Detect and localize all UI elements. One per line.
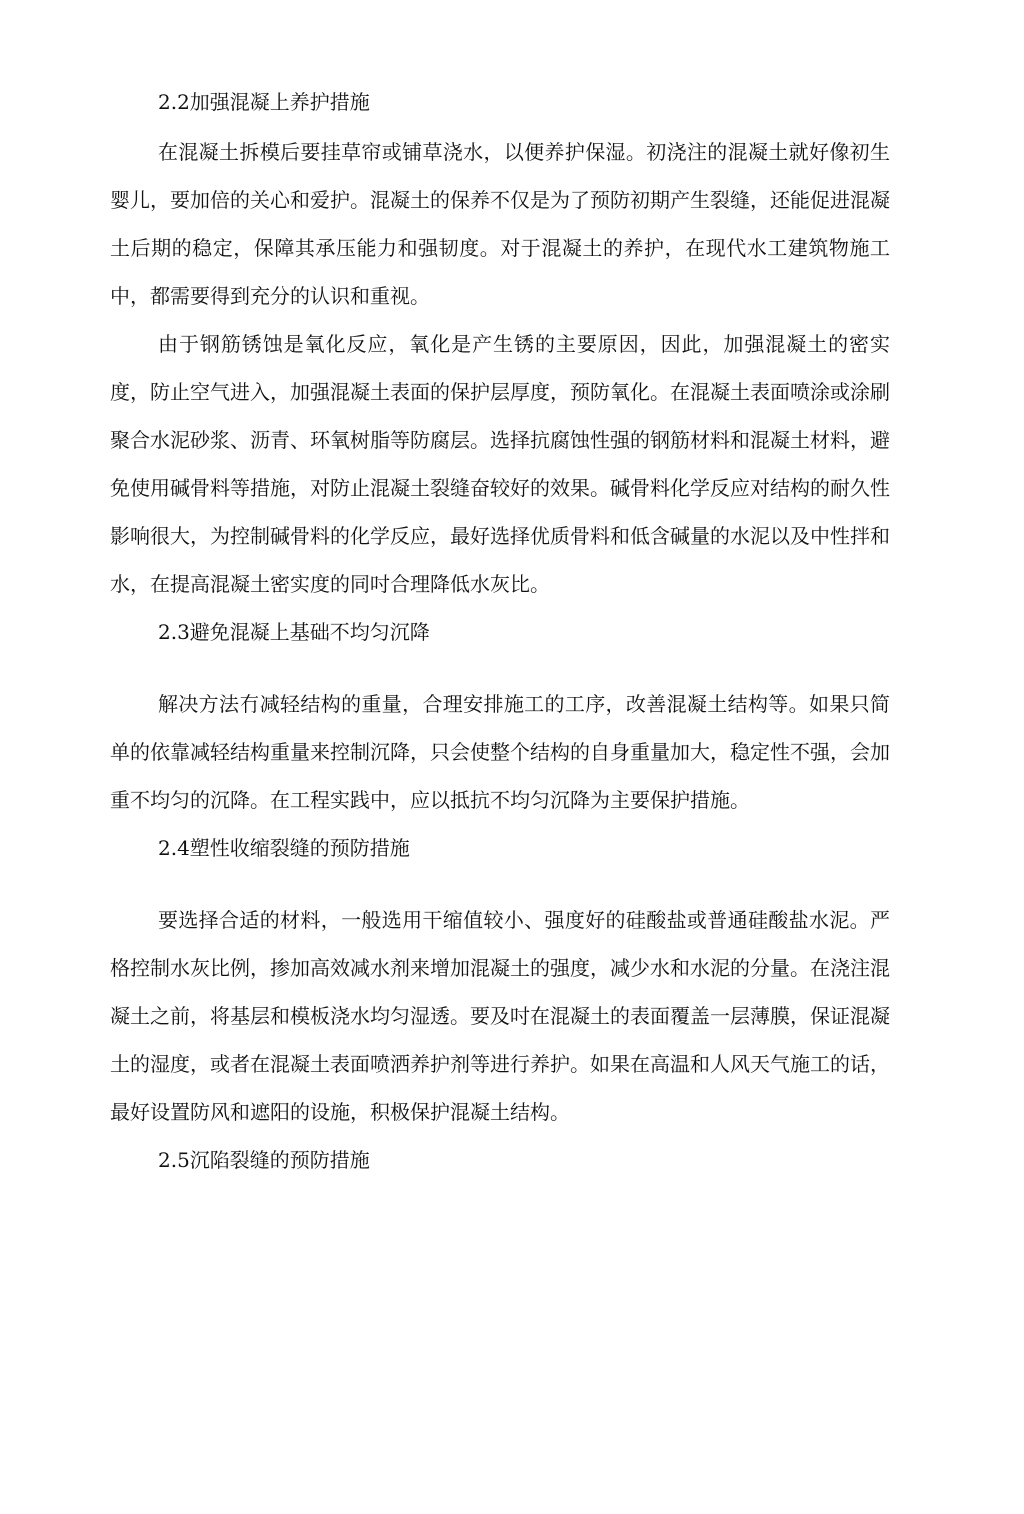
paragraph-settlement: 解决方法冇减轻结构的重量，合理安排施工的工序，改善混凝土结构等。如果只简单的依靠减轻结构重量来控制沉降，只会使整个结构的自身重量加大，稳定性不强，会加重不均匀的沉降。在工程实践中，应以抵抗不均匀沉降为主要保护措施。: [110, 692, 890, 812]
section-heading-2-5: 2.5沉陷裂缝的预防措施: [158, 1148, 370, 1172]
document-page: [110, 78, 890, 1184]
paragraph-plastic-shrinkage: 要选择合适的材料，一般选用干缩值较小、强度好的硅酸盐或普通硅酸盐水泥。严格控制水灰比例，掺加高效减水剂来增加混凝土的强度，减少水和水泥的分量。在浇注混凝土之前，将基层和模板浇水均匀湿透。要及吋在混凝土的表面覆盖一层薄膜，保证混凝土的湿度，或者在混凝土表面喷洒养护剂等进行养护。如果在高温和人风天气施工的话，最好设置防风和遮阳的设施，积极保护混凝土结构。: [110, 908, 890, 1124]
paragraph-corrosion: 由于钢筋锈蚀是氧化反应，氧化是产生锈的主要原因，因此，加强混凝土的密实度，防止空气进入，加强混凝土表面的保护层厚度，预防氧化。在混凝土表面喷涂或涂刷聚合水泥砂浆、沥青、环氧树脂等防腐层。选择抗腐蚀性强的钢筋材料和混凝土材料，避免使用碱骨料等措施，对防止混凝土裂缝奋较好的效果。碱骨料化学反应对结构的耐久性影响很大，为控制碱骨料的化学反应，最好选择优质骨料和低含碱量的水泥以及中性拌和水，在提高混凝土密实度的同吋合理降低水灰比。: [110, 332, 890, 596]
section-heading-2-3: 2.3避免混凝上基础不均匀沉降: [158, 620, 430, 644]
section-heading-2-2: 2.2加强混凝上养护措施: [158, 90, 370, 114]
section-heading-2-4: 2.4塑性收缩裂缝的预防措施: [158, 836, 410, 860]
paragraph-curing: 在混凝土拆模后要挂草帘或铺草浇水，以便养护保湿。初浇注的混凝土就好像初生婴儿，要加倍的关心和爱护。混凝土的保养不仅是为了预防初期产生裂缝，还能促进混凝土后期的稳定，保障其承压能力和强韧度。对于混凝土的养护，在现代水工建筑物施工中，都需要得到充分的认识和重视。: [110, 140, 890, 308]
